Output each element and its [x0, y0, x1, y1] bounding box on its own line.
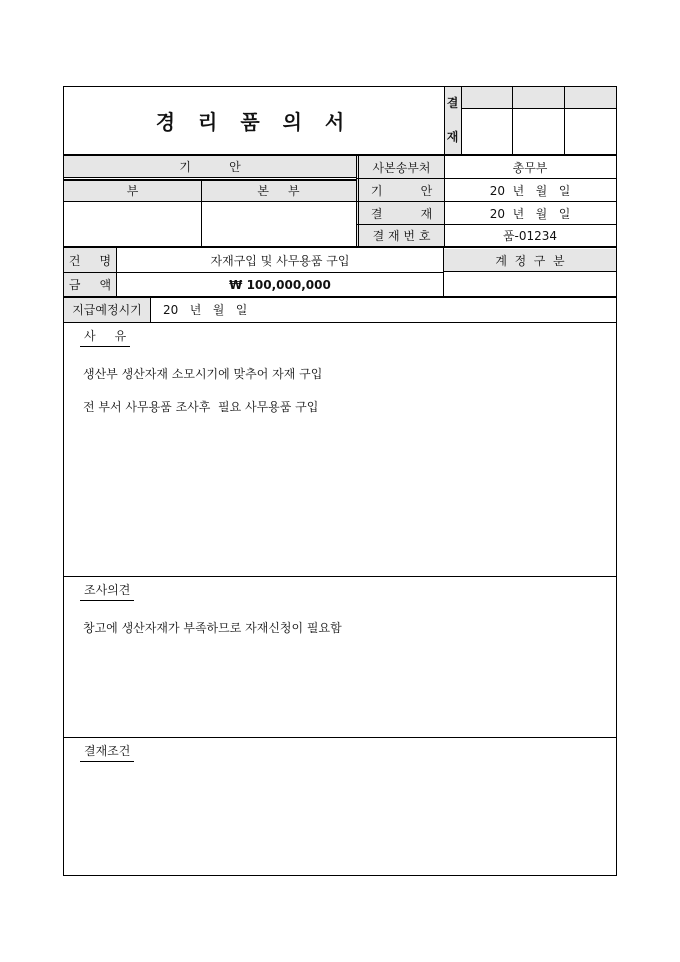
draft-header: 기 안 — [179, 160, 241, 174]
investigation-line-1: 창고에 생산자재가 부족하므로 자재신청이 필요함 — [83, 621, 342, 635]
conditions-label: 결재조건 — [80, 742, 134, 762]
approval-number-label: 결 재 번 호 — [372, 229, 431, 243]
copy-recipient-label: 사본송부처 — [372, 160, 431, 175]
account-value[interactable] — [444, 272, 616, 296]
dept-signature-box[interactable] — [64, 202, 201, 246]
conditions-body[interactable] — [64, 762, 616, 874]
approval-date-value[interactable]: 20 년 월 일 — [489, 206, 571, 221]
head-signature-box[interactable] — [202, 202, 356, 246]
account-label: 계 정 구 분 — [495, 253, 565, 268]
payment-value[interactable]: 20 년 월 일 — [163, 303, 248, 317]
copy-recipient-value[interactable]: 총무부 — [512, 160, 548, 175]
dept-label: 부 — [126, 184, 139, 198]
approval-number-value[interactable]: 품-01234 — [502, 229, 558, 243]
draft-date-value[interactable]: 20 년 월 일 — [489, 183, 571, 198]
approval-box-1[interactable] — [461, 109, 512, 154]
reason-label: 사 유 — [80, 327, 130, 347]
payment-label: 지급예정시기 — [72, 303, 142, 317]
approval-date-label: 결 재 — [370, 206, 433, 221]
investigation-label: 조사의견 — [80, 581, 134, 601]
draft-date-label: 기 안 — [370, 183, 433, 198]
approval-header-bg — [461, 87, 616, 108]
amount-label: 금 액 — [68, 278, 112, 292]
subject-value[interactable]: 자재구입 및 사무용품 구입 — [210, 253, 350, 268]
reason-line-2: 전 부서 사무용품 조사후 필요 사무용품 구입 — [83, 400, 319, 414]
document-title: 경 리 품 의 서 — [155, 110, 353, 134]
reason-line-1: 생산부 생산자재 소모시기에 맞추어 자재 구입 — [83, 367, 323, 381]
approval-box-3[interactable] — [564, 109, 616, 154]
approval-box-2[interactable] — [512, 109, 564, 154]
approval-label-top: 결 — [446, 95, 459, 110]
amount-value[interactable]: ₩ 100,000,000 — [229, 277, 331, 292]
approval-label-bottom: 재 — [446, 129, 459, 144]
head-label: 본 부 — [257, 184, 300, 198]
subject-label: 건 명 — [68, 253, 112, 268]
